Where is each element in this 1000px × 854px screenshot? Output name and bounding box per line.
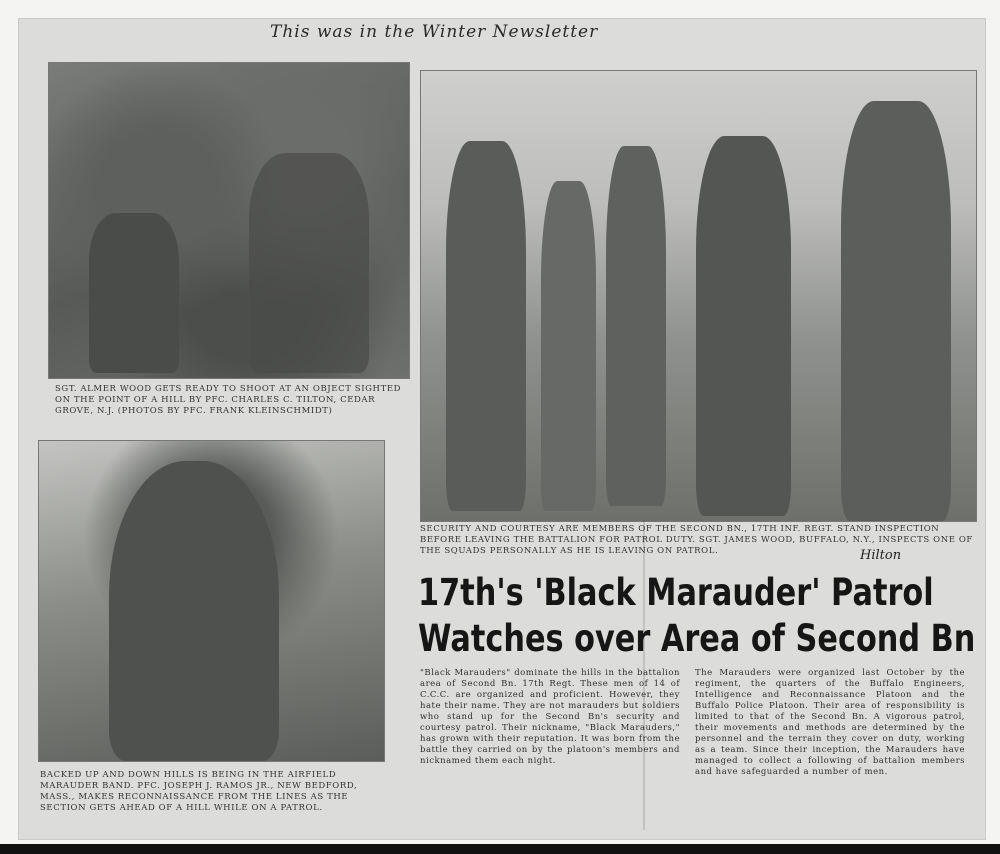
bottom-border (0, 844, 1000, 854)
headline-line-2: Watches over Area of Second Bn (418, 617, 976, 660)
officer-figure-4 (696, 136, 791, 516)
headline-line-1: 17th's 'Black Marauder' Patrol (418, 571, 934, 614)
soldier-figure-3 (606, 146, 666, 506)
soldier-figure (89, 213, 179, 373)
soldier-helmet-figure (109, 461, 279, 761)
foliage-shape (249, 153, 369, 373)
photo-soldier-closeup (38, 440, 385, 762)
caption-bottom-left: BACKED UP AND DOWN HILLS IS BEING IN THE AIRFIELD MARAUDER BAND. PFC. JOSEPH J. RAMOS JR., NEW BEDFORD, MASS., MAKES RECONNAISSANCE FROM THE LINES AS THE SECTION GETS AHEAD OF A HILL WHILE ON A PATROL. (40, 770, 358, 813)
soldier-figure-2 (541, 181, 596, 511)
article-column-2: The Marauders were organized last October by the regiment, the quarters of the Buffalo Engineers, Intelligence and Reconnaissance Platoon and the Buffalo Police Platoon. Their area of responsibility is limited to that of the Second Bn. A vigorous patrol, their movements and methods are determined by the personnel and the terrain they cover on duty, working as a team. Since their inception, the Marauders have managed to collect a following of battalion members and have safeguarded a number of men. (695, 668, 965, 777)
headline (418, 570, 976, 662)
caption-top-right: SECURITY AND COURTESY ARE MEMBERS OF THE SECOND BN., 17TH INF. REGT. STAND INSPECTION BEFORE LEAVING THE BATTALION FOR PATROL DUTY. SGT. JAMES WOOD, BUFFALO, N.Y., INSPECTS ONE OF THE SQUADS PERSONALLY AS HE IS LEAVING ON PATROL. (420, 524, 973, 556)
officer-figure-1 (446, 141, 526, 511)
article-column-1: "Black Marauders" dominate the hills in the battalion area of Second Bn. 17th Regt. These men of 14 of C.C.C. are organized and proficient. However, they hate their name. They are not marauders but soldiers who stand up for the Second Bn's security and courtesy patrol. Their nickname, "Black Marauders," has grown with their reputation. It was born from the battle they carried on by the platoon's members and nicknamed them each night. (420, 668, 680, 766)
photo-officers-inspection (420, 70, 977, 522)
officer-figure-5 (841, 101, 951, 521)
caption-top-left: SGT. ALMER WOOD GETS READY TO SHOOT AT AN OBJECT SIGHTED ON THE POINT OF A HILL BY PFC. CHARLES C. TILTON, CEDAR GROVE, N.J. (PHOTOS BY PFC. FRANK KLEINSCHMIDT) (55, 384, 402, 416)
signature: Hilton (860, 548, 902, 563)
handwritten-note: This was in the Winter Newsletter (270, 22, 599, 42)
photo-jungle-soldier (48, 62, 410, 379)
